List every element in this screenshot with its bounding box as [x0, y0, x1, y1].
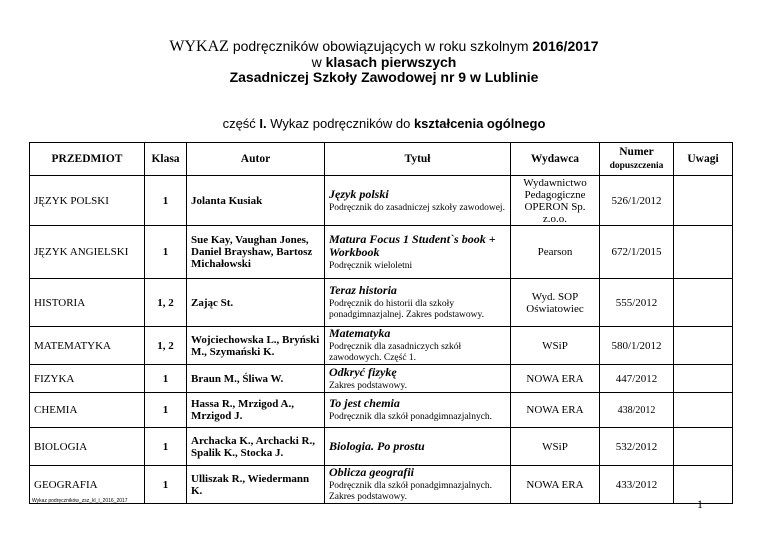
table-header-row [30, 143, 733, 176]
table-row: GEOGRAFIA 1 Ulliszak R., Wiedermann K. Oblicza geografii Podręcznik dla szkół ponadgimnazjalnych. Zakres podstawowy. NOWA ERA 433/2012 [30, 466, 733, 504]
col-klasa: Klasa [145, 143, 187, 176]
col-numer: Numer dopuszczenia [600, 143, 674, 176]
table-row: JĘZYK ANGIELSKI 1 Sue Kay, Vaughan Jones, Daniel Brayshaw, Bartosz Michałowski Matura Focus 1 Student`s book + Workbook Podręcznik wieloletni Pearson 672/1/2015 [30, 226, 733, 279]
section-heading: część I. Wykaz podręczników do kształcenia ogólnego [222, 116, 546, 131]
table-row: HISTORIA 1, 2 Zając St. Teraz historia Podręcznik do historii dla szkoły ponadgimnazjalnej. Zakres podstawowy. Wyd. SOP Oświatowiec 555/2012 [30, 279, 733, 327]
col-tytul: Tytuł [325, 143, 511, 176]
col-autor: Autor [187, 143, 325, 176]
col-wydawca: Wydawca [511, 143, 600, 176]
col-przedmiot: PRZEDMIOT [30, 143, 145, 176]
table-row: CHEMIA 1 Hassa R., Mrzigod A., Mrzigod J. To jest chemia Podręcznik dla szkół ponadgimnazjalnych. NOWA ERA 438/2012 [30, 393, 733, 428]
page-number: 1 [697, 497, 703, 511]
table-row: BIOLOGIA 1 Archacka K., Archacki R., Spalik K., Stocka J. Biologia. Po prostu WSiP 532/2012 [30, 428, 733, 466]
textbook-table [29, 142, 733, 504]
table-row: MATEMATYKA 1, 2 Wojciechowska L., Bryński M., Szymański K. Matematyka Podręcznik dla zasadniczych szkół zawodowych. Część 1. WSiP 580/1/2012 [30, 327, 733, 365]
table-row: FIZYKA 1 Braun M., Śliwa W. Odkryć fizykę Zakres podstawowy. NOWA ERA 447/2012 [30, 365, 733, 393]
table-row: JĘZYK POLSKI 1 Jolanta Kusiak Język polski Podręcznik do zasadniczej szkoły zawodowej. Wydawnictwo Pedagogiczne OPERON Sp. z.o.o. 526/1/2012 [30, 176, 733, 226]
col-uwagi: Uwagi [674, 143, 733, 176]
document-title: WYKAZ podręczników obowiązujących w roku szkolnym 2016/2017 [169, 38, 599, 55]
footer-filename: Wykaz podręczników_zsz_kl_I_2016_2017 [32, 498, 128, 504]
school-name: Zasadniczej Szkoły Zawodowej nr 9 w Lublinie [229, 69, 539, 85]
document-subtitle: w klasach pierwszych [311, 54, 457, 70]
